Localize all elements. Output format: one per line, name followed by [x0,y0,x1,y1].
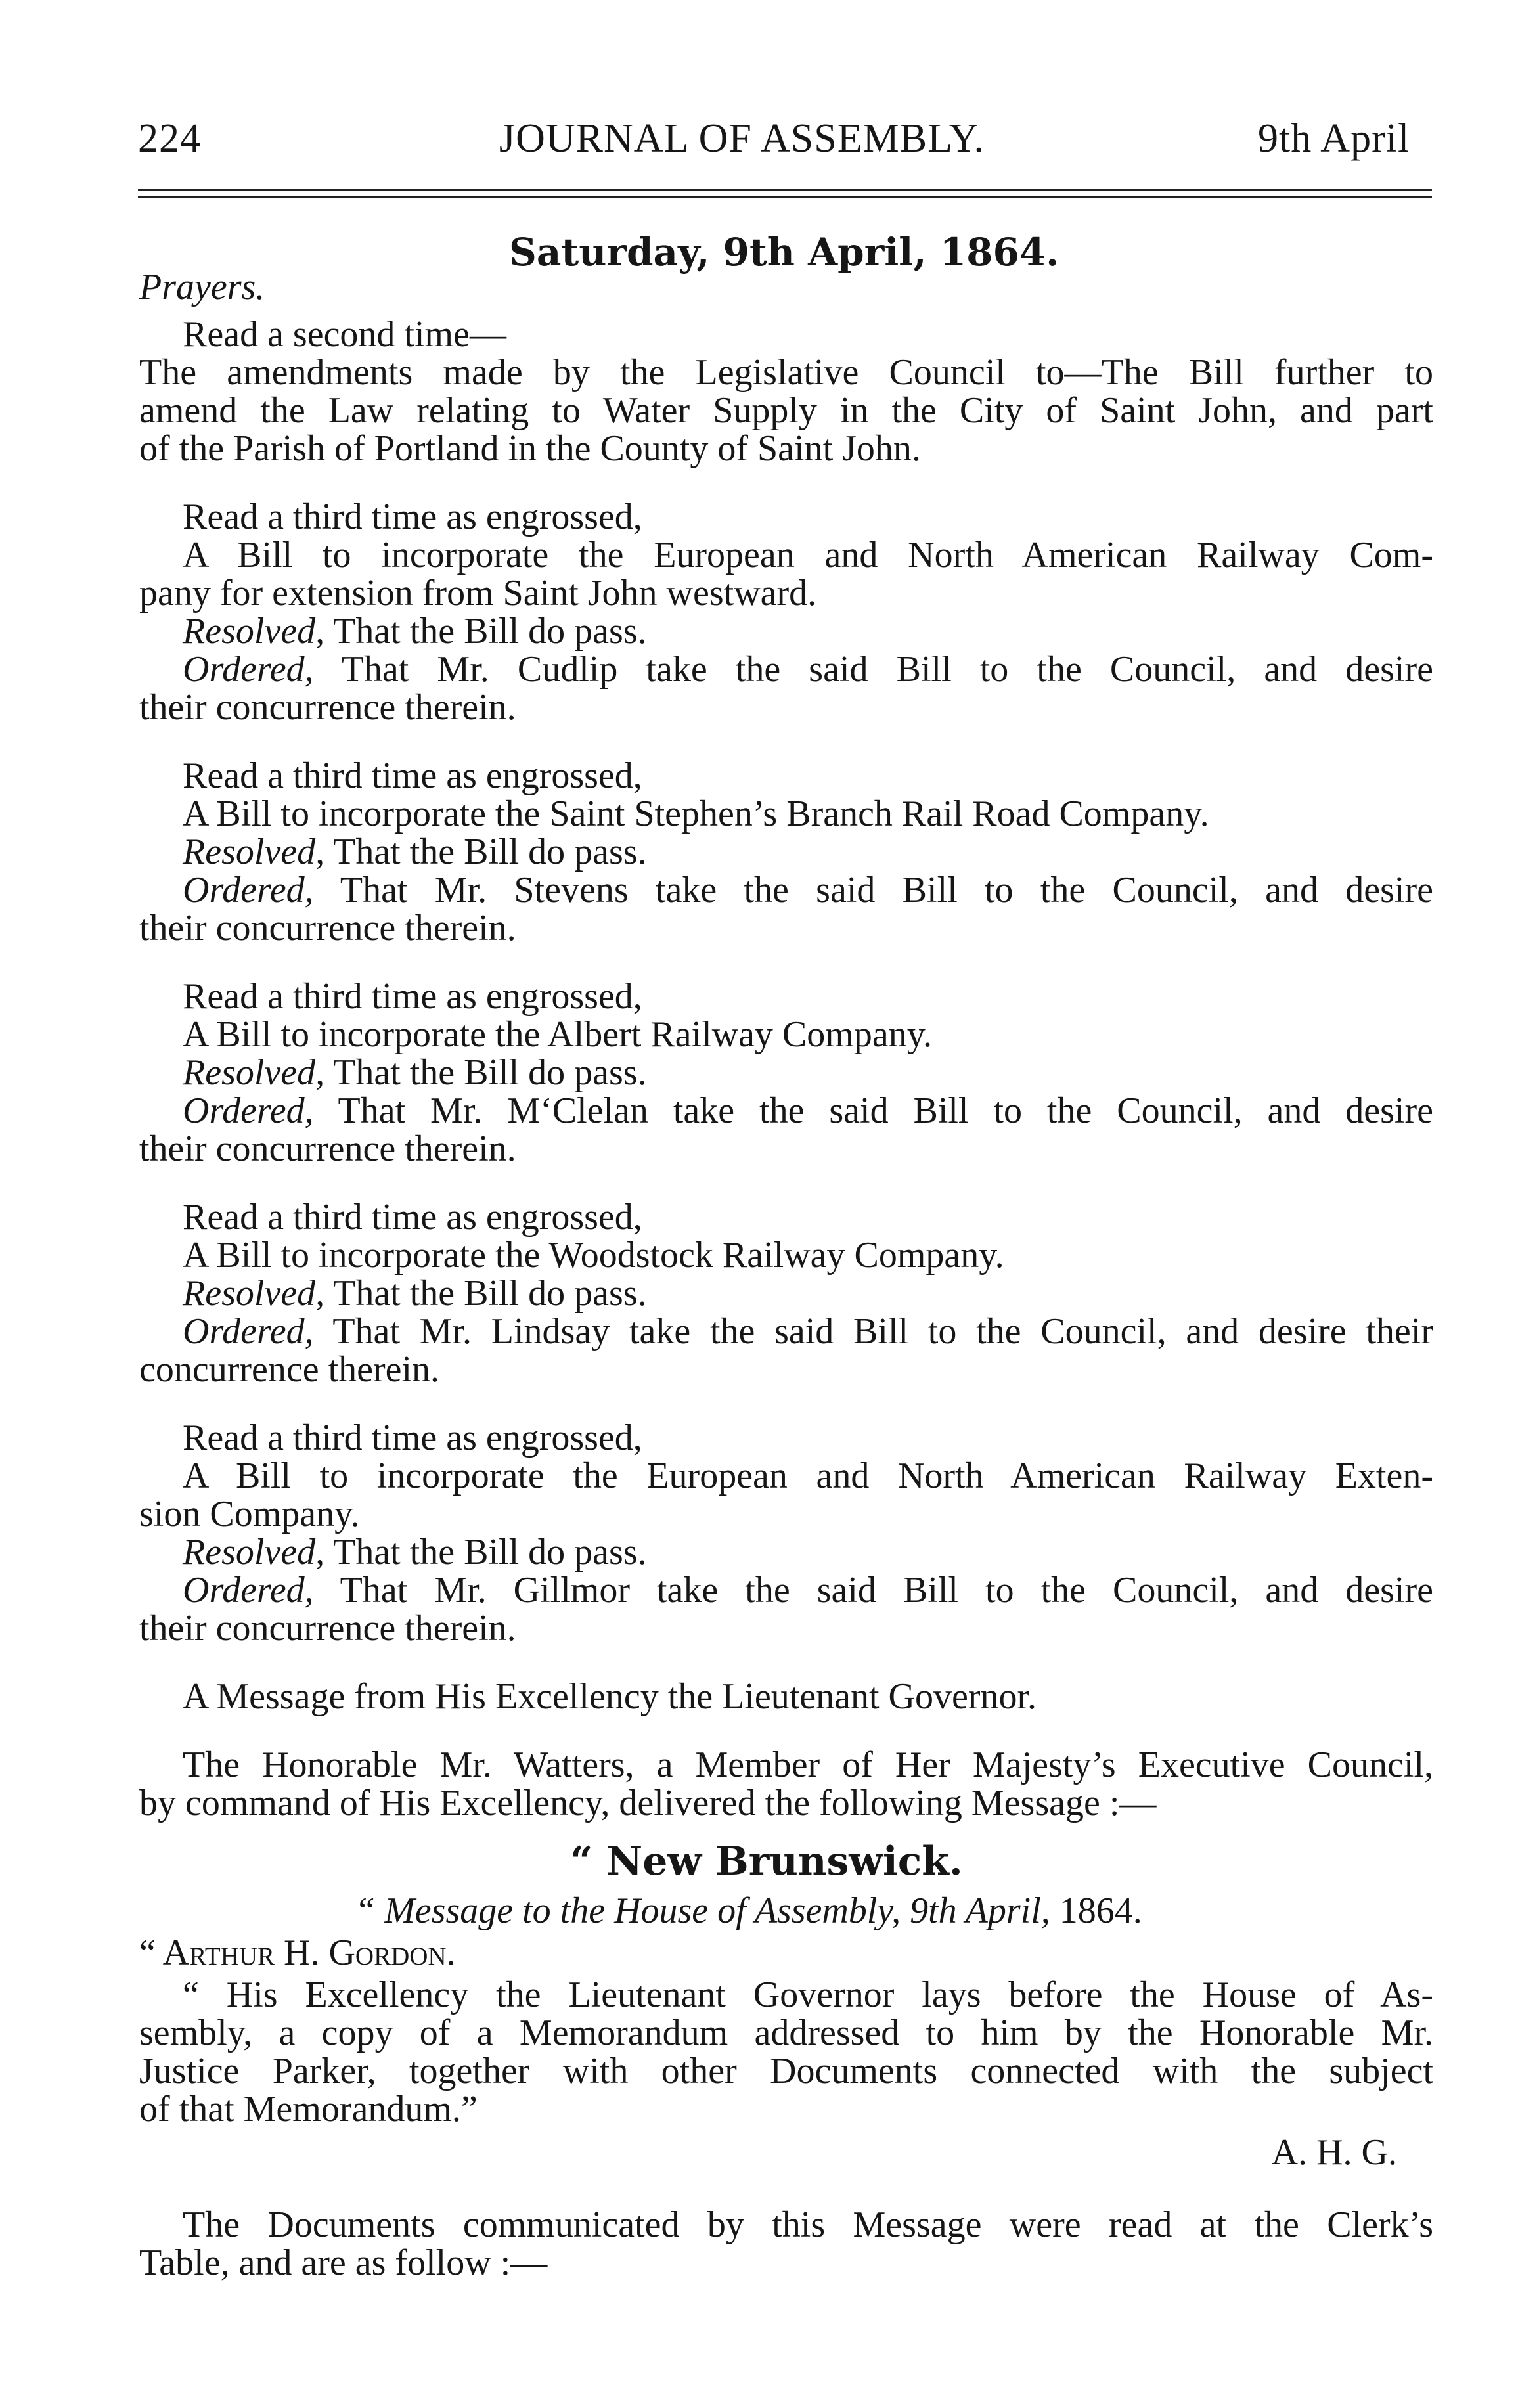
amendment-line: amend the Law relating to Water Supply in the City of Saint John, and part [139,390,1433,431]
ordered-text: That Mr. Cudlip take the said Bill to the Council, and desire [313,649,1433,690]
reading-intro: Read a third time as engrossed, [183,497,642,537]
running-title: JOURNAL OF ASSEMBLY. [499,116,985,161]
resolved-line [139,612,1433,650]
message-announce-line: A Message from His Excellency the Lieutenant Governor. [183,1676,1037,1717]
bill-title: pany for extension from Saint John westward. [139,573,817,613]
ordered-line [139,1092,1433,1130]
ordered-text: That Mr. Lindsay take the said Bill to the Council, and desire their [313,1311,1433,1352]
bill-title: A Bill to incorporate the European and North American Railway Com- [183,535,1433,575]
reading-intro: Read a second time— [183,314,506,355]
third-reading-entry [139,1419,1433,1647]
closing-line: The Documents communicated by this Message were read at the Clerk’s [183,2204,1433,2245]
ordered-line [139,871,1433,909]
message-subtitle-text: “ Message to the House of Assembly, 9th April, [355,1890,1050,1931]
reading-intro: Read a third time as engrossed, [183,755,642,796]
ordered-label: Ordered, [183,1090,314,1131]
resolved-text: That the Bill do pass. [324,832,647,872]
reading-intro: Read a third time as engrossed, [183,976,642,1017]
ordered-text: That Mr. Gillmor take the said Bill to the Council, and desire [313,1570,1433,1611]
ordered-continuation: their concurrence therein. [139,908,516,948]
message-body-line: “ His Excellency the Lieutenant Governor lays before the House of As- [183,1974,1433,2015]
ordered-label: Ordered, [183,649,314,690]
closing-line: Table, and are as follow :— [139,2242,548,2283]
message-title: “ New Brunswick. [570,1839,963,1884]
resolved-line [139,833,1433,871]
ordered-continuation: their concurrence therein. [139,687,516,728]
resolved-label: Resolved, [183,1532,325,1572]
second-reading-entry [139,315,1433,468]
ordered-continuation: concurrence therein. [139,1349,440,1390]
message-body-line: Justice Parker, together with other Documents connected with the subject [139,2051,1433,2091]
ordered-continuation: their concurrence therein. [139,1608,516,1649]
amendment-line: of the Parish of Portland in the County of Saint John. [139,428,921,469]
message-initials: A. H. G. [1271,2132,1397,2173]
message-body [139,1976,1433,2128]
page-number: 224 [138,116,201,161]
third-reading-entry [139,757,1433,947]
resolved-line [139,1274,1433,1312]
message-announcement [139,1678,1433,1716]
running-date: 9th April [1258,116,1410,161]
ordered-line [139,1571,1433,1609]
day-heading: Saturday, 9th April, 1864. [509,230,1059,275]
resolved-text: That the Bill do pass. [324,1532,647,1572]
ordered-label: Ordered, [183,870,314,910]
ordered-continuation: their concurrence therein. [139,1128,516,1169]
message-signatory: “ Arthur H. Gordon. [139,1932,456,1973]
third-reading-entry [139,1198,1433,1389]
delivery-line: by command of His Excellency, delivered the following Message :— [139,1783,1157,1823]
bill-title: A Bill to incorporate the Woodstock Railway Company. [183,1235,1004,1276]
journal-body [139,315,1433,2282]
bill-title: sion Company. [139,1494,360,1534]
amendment-line: The amendments made by the Legislative Council to—The Bill further to [139,352,1433,393]
reading-intro: Read a third time as engrossed, [183,1197,642,1237]
bill-title: A Bill to incorporate the Albert Railway Company. [183,1014,933,1055]
message-delivery [139,1746,1433,1822]
resolved-text: That the Bill do pass. [324,1052,647,1093]
resolved-text: That the Bill do pass. [324,611,647,652]
ordered-text: That Mr. Stevens take the said Bill to the Council, and desire [313,870,1433,910]
resolved-text: That the Bill do pass. [324,1273,647,1314]
delivery-line: The Honorable Mr. Watters, a Member of Her Majesty’s Executive Council, [183,1745,1433,1785]
third-reading-entry [139,977,1433,1168]
ordered-line [139,1312,1433,1350]
reading-intro: Read a third time as engrossed, [183,1417,642,1458]
ordered-line [139,650,1433,688]
resolved-label: Resolved, [183,1273,325,1314]
ordered-label: Ordered, [183,1311,314,1352]
message-body-line: sembly, a copy of a Memorandum addressed to him by the Honorable Mr. [139,2013,1433,2053]
ordered-text: That Mr. M‘Clelan take the said Bill to the Council, and desire [313,1090,1433,1131]
message-subtitle [139,1892,1433,1930]
closing-entry [139,2206,1433,2282]
margin-note-prayers: Prayers. [139,267,265,307]
message-body-line: of that Memorandum.” [139,2089,478,2129]
header-rule-top [138,189,1432,191]
header-rule-bottom [138,196,1432,198]
ordered-label: Ordered, [183,1570,314,1611]
bill-title: A Bill to incorporate the European and North American Railway Exten- [183,1456,1433,1496]
resolved-line [139,1054,1433,1092]
resolved-label: Resolved, [183,611,325,652]
resolved-label: Resolved, [183,1052,325,1093]
resolved-label: Resolved, [183,832,325,872]
message-subtitle-year: 1864. [1050,1890,1142,1931]
resolved-line [139,1533,1433,1571]
third-reading-entry [139,498,1433,726]
bill-title: A Bill to incorporate the Saint Stephen’s Branch Rail Road Company. [183,793,1209,834]
